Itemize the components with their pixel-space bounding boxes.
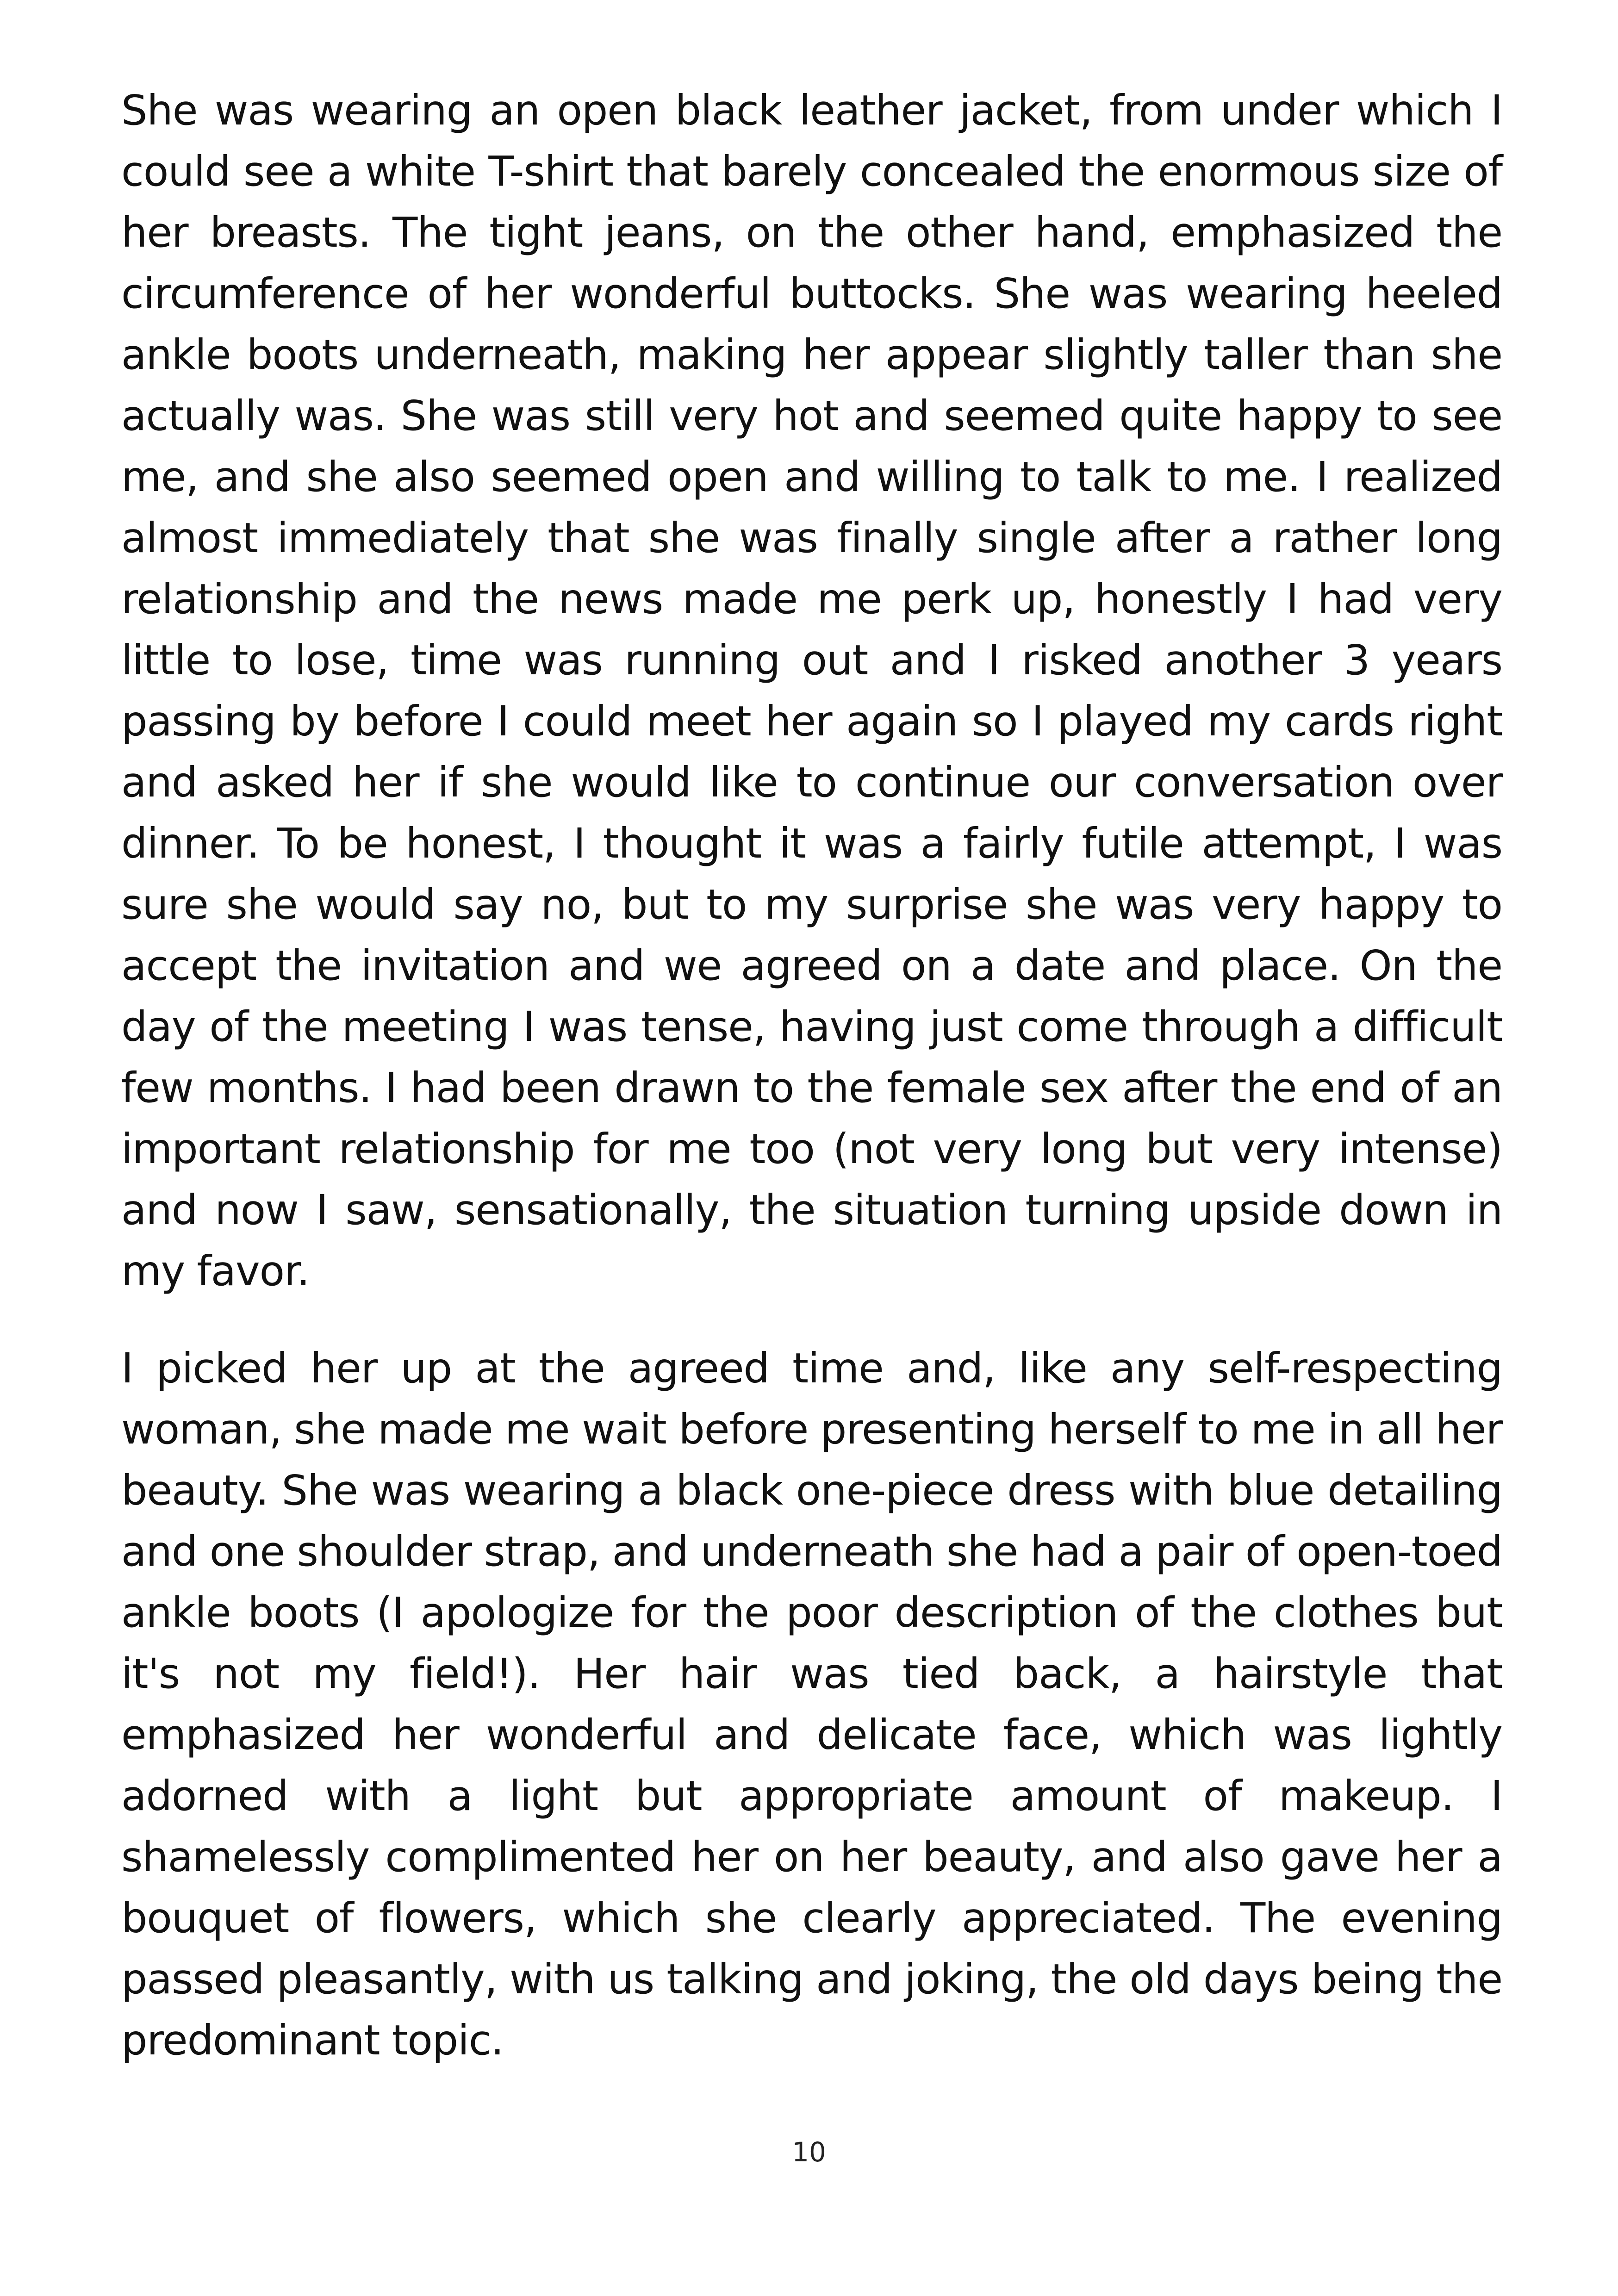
page-number: 10 xyxy=(792,2136,826,2168)
paragraph-2: I picked her up at the agreed time and, like any self-respecting woman, she made me wait before presenting herself to me in all her beauty. She was wearing a black one-piece dress with blue detailing and one shoulder strap, and underneath she had a pair of open-toed ankle boots (I apologize for the poor description of the clothes but it's not my field!). Her hair was tied back, a hairstyle that emphasized her wonderful and delicate face, which was lightly adorned with a light but appropriate amount of makeup. I shamelessly complimented her on her beauty, and also gave her a bouquet of flowers, which she clearly appreciated. The evening passed pleasantly, with us talking and joking, the old days being the predominant topic. xyxy=(121,1344,1502,2064)
paragraph-1: She was wearing an open black leather jacket, from under which I could see a white T-shirt that barely concealed the enormous size of her breasts. The tight jeans, on the other hand, emphasized the circumference of her wonderful buttocks. She was wearing heeled ankle boots underneath, making her appear slightly taller than she actually was. She was still very hot and seemed quite happy to see me, and she also seemed open and willing to talk to me. I realized almost immediately that she was finally single after a rather long relationship and the news made me perk up, honestly I had very little to lose, time was running out and I risked another 3 years passing by before I could meet her again so I played my cards right and asked her if she would like to continue our conversation over dinner. To be honest, I thought it was a fairly futile attempt, I was sure she would say no, but to my surprise she was very happy to accept the invitation and we agreed on a date and place. On the day of the meeting I was tense, having just come through a difficult few months. I had been drawn to the female sex after the end of an important relationship for me too (not very long but very intense) and now I saw, sensationally, the situation turning upside down in my favor. xyxy=(121,86,1502,1295)
page-body xyxy=(121,80,1502,2071)
